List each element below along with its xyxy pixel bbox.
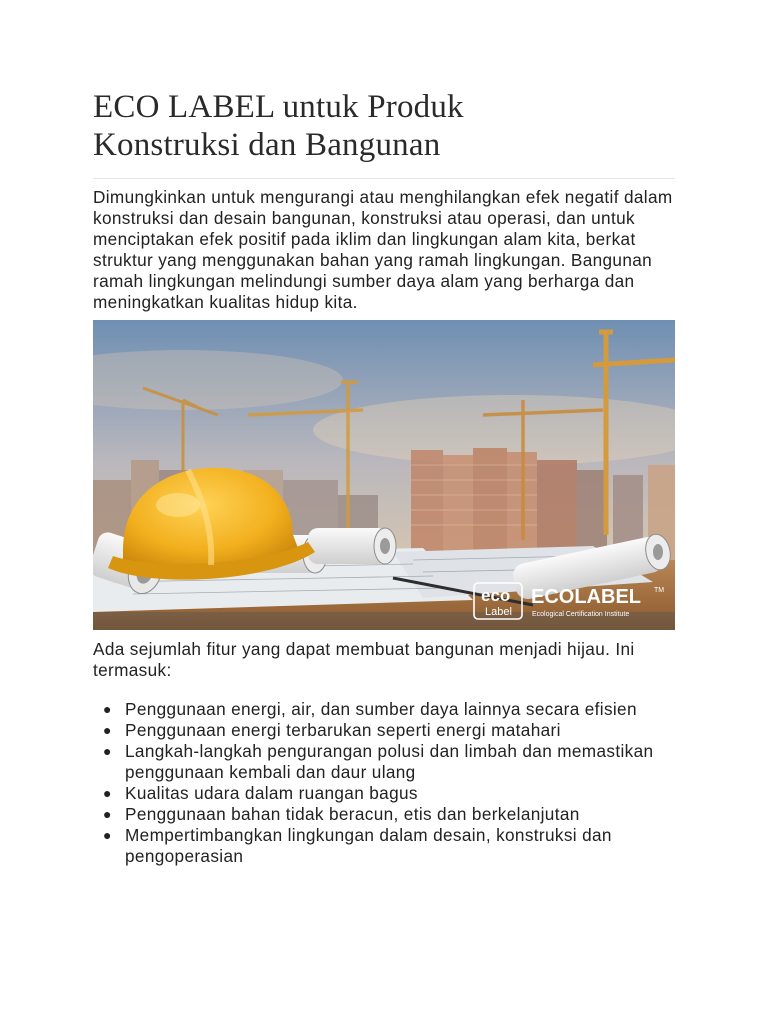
list-item-text: Kualitas udara dalam ruangan bagus xyxy=(125,783,418,803)
features-list xyxy=(93,699,675,867)
logo-eco-text: eco xyxy=(481,586,511,605)
list-item xyxy=(93,720,675,741)
bullet-icon: ● xyxy=(103,785,112,801)
logo-subtitle-text: Ecological Certification Institute xyxy=(532,611,630,618)
list-item-text: Penggunaan energi terbarukan seperti energi matahari xyxy=(125,720,561,740)
construction-illustration xyxy=(93,320,675,630)
article xyxy=(93,0,675,867)
list-item-text: Penggunaan energi, air, dan sumber daya lainnya secara efisien xyxy=(125,699,637,719)
features-lead: Ada sejumlah fitur yang dapat membuat bangunan menjadi hijau. Ini termasuk: xyxy=(93,639,635,680)
construction-photo xyxy=(93,320,675,630)
logo-tm-text: TM xyxy=(654,587,665,594)
title-divider xyxy=(93,178,675,179)
title-line-1: ECO LABEL untuk Produk xyxy=(93,89,464,125)
list-item-text: Penggunaan bahan tidak beracun, etis dan berkelanjutan xyxy=(125,804,580,824)
bullet-icon: ● xyxy=(103,701,112,717)
list-item xyxy=(93,699,675,720)
title-line-2: Konstruksi dan Bangunan xyxy=(93,127,441,163)
bullet-icon: ● xyxy=(103,722,112,738)
list-item xyxy=(93,741,675,783)
bullet-icon: ● xyxy=(103,743,112,759)
list-item xyxy=(93,825,675,867)
bullet-icon: ● xyxy=(103,806,112,822)
intro-paragraph: Dimungkinkan untuk mengurangi atau menghilangkan efek negatif dalam konstruksi dan desain bangunan, konstruksi atau operasi, dan untuk menciptakan efek positif pada iklim dan lingkungan alam kita, berkat struktur yang menggunakan bahan yang ramah lingkungan. Bangunan ramah lingkungan melindungi sumber daya alam yang berharga dan meningkatkan kualitas hidup kita. xyxy=(93,187,673,312)
list-item xyxy=(93,783,675,804)
page-title xyxy=(93,0,675,164)
list-item-text: Langkah-langkah pengurangan polusi dan limbah dan memastikan penggunaan kembali dan daur ulang xyxy=(125,741,654,782)
logo-brand-text: ECOLABEL xyxy=(531,586,641,608)
list-item xyxy=(93,804,675,825)
list-item-text: Mempertimbangkan lingkungan dalam desain, konstruksi dan pengoperasian xyxy=(125,825,612,866)
logo-label-text: Label xyxy=(485,606,512,618)
bullet-icon: ● xyxy=(103,827,112,843)
